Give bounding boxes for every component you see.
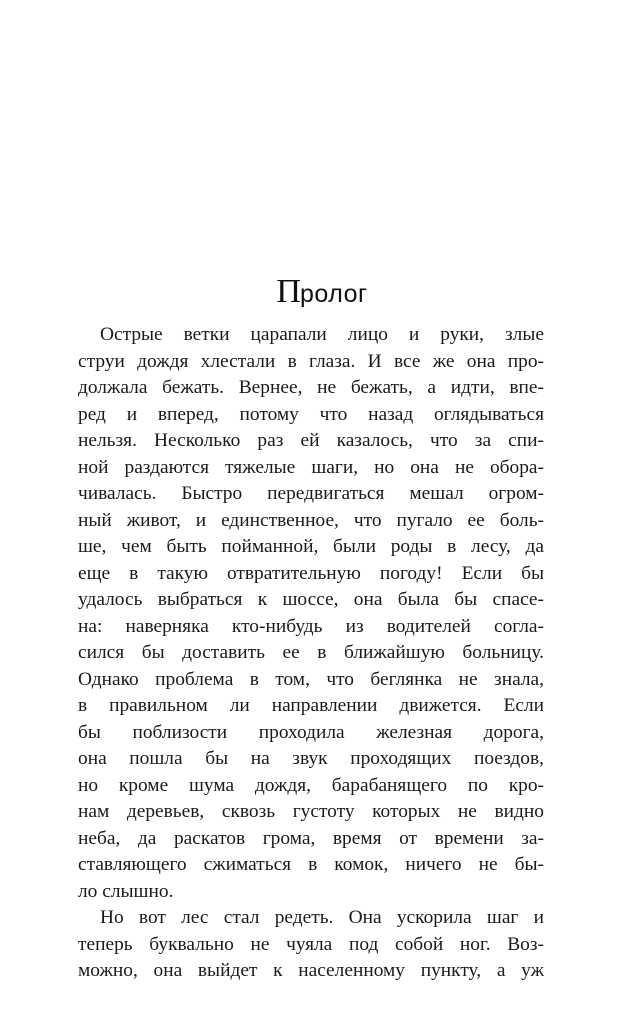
paragraph [78, 322, 544, 905]
chapter-title-rest: ролог [299, 280, 368, 308]
text-line: Однако проблема в том, что беглянка не знала, [78, 668, 544, 690]
text-line: она пошла бы на звук проходящих поездов, [78, 748, 544, 769]
text-line: ной раздаются тяжелые шаги, но она не обора- [78, 456, 544, 478]
text-line: Острые ветки царапали лицо и руки, злые [100, 324, 544, 345]
text-line: сился бы доставить ее в ближайшую больницу. [78, 642, 544, 663]
text-line: теперь буквально не чуяла под собой ног. Воз- [78, 933, 544, 955]
text-line: бы поблизости проходила железная дорога, [78, 721, 544, 743]
text-line: Но вот лес стал редеть. Она ускорила шаг и [100, 907, 544, 928]
text-line: нам деревьев, сквозь густоту которых не видно [78, 801, 544, 822]
text-line: неба, да раскатов грома, время от времени за- [78, 827, 544, 849]
text-line: должала бежать. Вернее, не бежать, а идти, впе- [78, 377, 544, 398]
text-line: удалось выбраться к шоссе, она была бы спасе- [78, 589, 544, 610]
text-line: ше, чем быть пойманной, были роды в лесу, да [78, 536, 544, 557]
text-line: струи дождя хлестали в глаза. И все же она про- [78, 350, 544, 372]
text-line: чивалась. Быстро передвигаться мешал огром- [78, 483, 544, 504]
text-line: еще в такую отвратительную погоду! Если бы [78, 562, 544, 584]
text-line: ный живот, и единственное, что пугало ее боль- [78, 509, 544, 531]
text-line: в правильном ли направлении движется. Если [78, 695, 544, 716]
text-line: ло слышно. [78, 880, 174, 902]
body-text [78, 322, 544, 985]
text-line: но кроме шума дождя, барабанящего по кро- [78, 774, 544, 796]
text-line: на: наверняка кто-нибудь из водителей согла- [78, 615, 544, 637]
text-line: ставляющего сжиматься в комок, ничего не бы- [78, 854, 544, 875]
text-line: нельзя. Несколько раз ей казалось, что за спи- [78, 430, 544, 451]
chapter-title [0, 272, 644, 314]
chapter-title-initial: П [276, 273, 300, 310]
paragraph [78, 905, 544, 985]
text-line: ред и вперед, потому что назад оглядываться [78, 403, 544, 425]
text-line: можно, она выйдет к населенному пункту, а уж [78, 960, 544, 981]
